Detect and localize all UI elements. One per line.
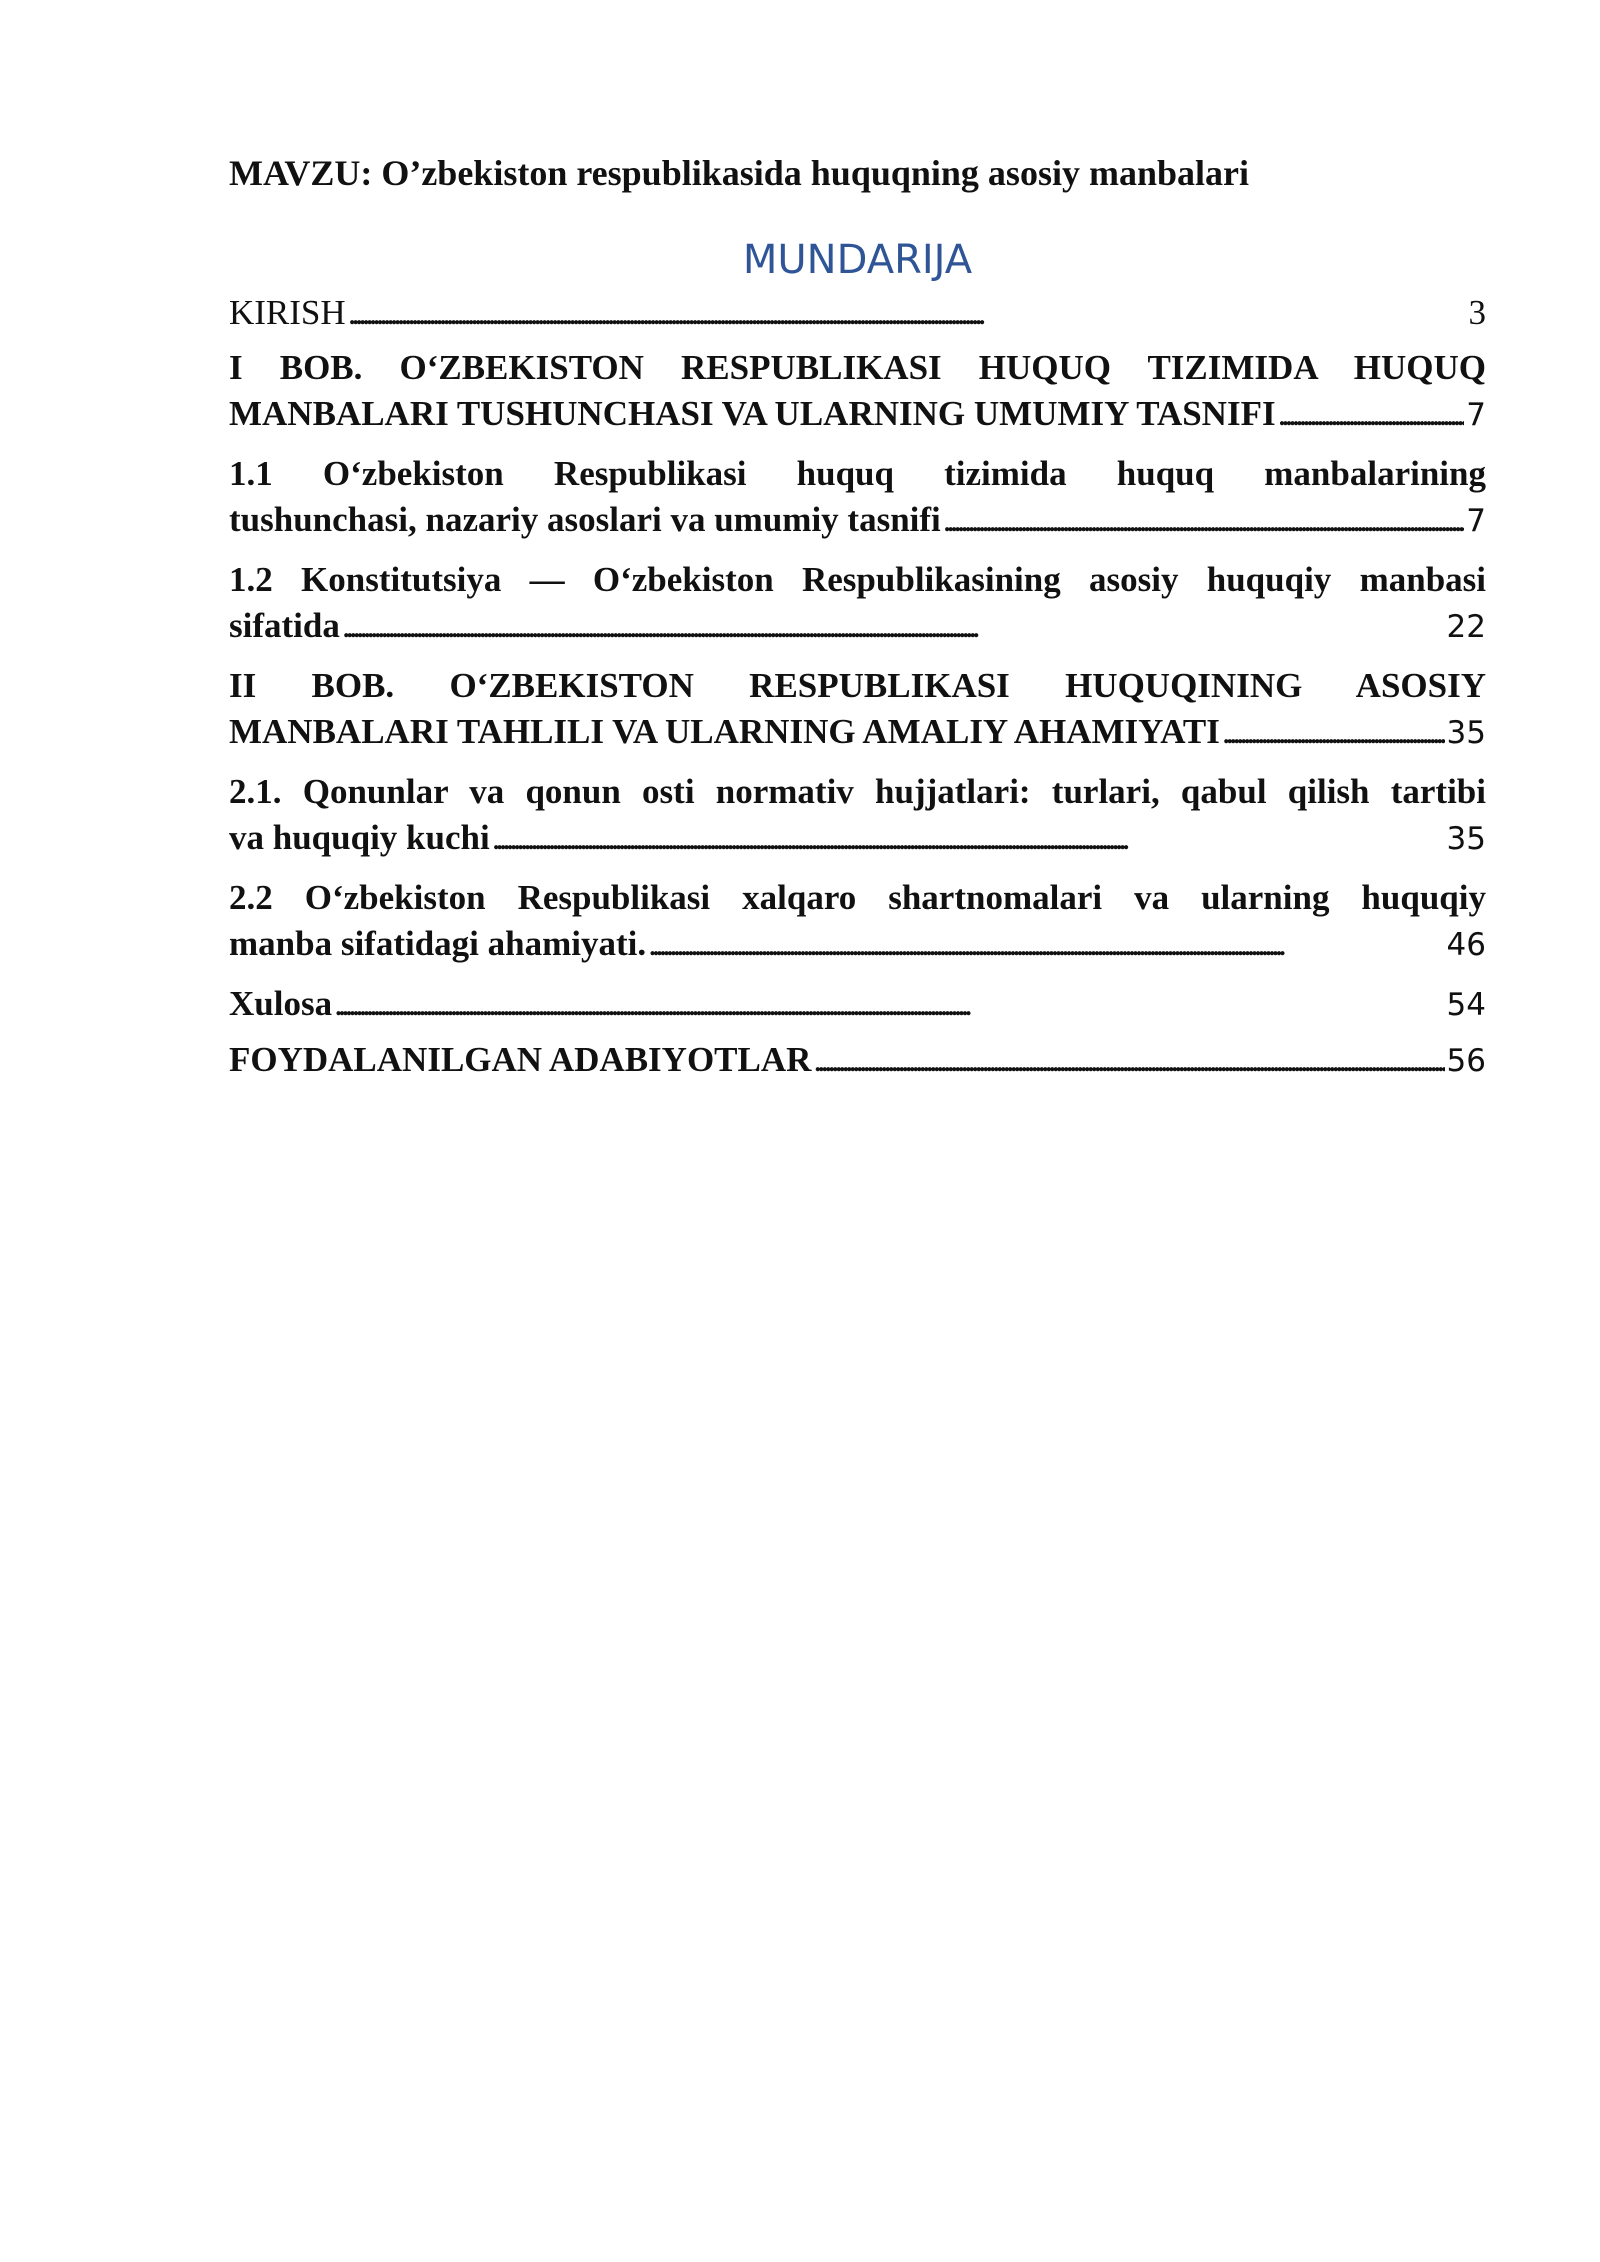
toc-entry-chapter-2[interactable] [229, 663, 1486, 756]
dot-leader [1222, 709, 1445, 755]
toc-page-number: 7 [1466, 397, 1486, 433]
toc-entry-label-line-2: manba sifatidagi ahamiyati. [229, 924, 647, 963]
toc-entry-references[interactable] [229, 1037, 1486, 1084]
toc-entry-xulosa[interactable] [229, 981, 1486, 1028]
toc-entry-label-line-1: II BOB. O‘ZBEKISTON RESPUBLIKASI HUQUQINING ASOSIY [229, 666, 1486, 705]
dot-leader [334, 981, 1444, 1027]
toc-page-number: 3 [1468, 293, 1486, 332]
toc-page-number: 35 [1446, 715, 1486, 751]
document-title: MAVZU: O’zbekiston respublikasida huquqning asosiy manbalari [229, 153, 1249, 193]
dot-leader [1278, 391, 1465, 437]
toc-entry-label-line-1: I BOB. O‘ZBEKISTON RESPUBLIKASI HUQUQ TIZIMIDA HUQUQ [229, 348, 1486, 387]
table-of-contents [229, 290, 1486, 1093]
document-page [229, 0, 1486, 2262]
toc-entry-section-1-2[interactable] [229, 557, 1486, 650]
dot-leader [348, 290, 1467, 336]
toc-entry-section-1-1[interactable] [229, 451, 1486, 544]
toc-page-number: 56 [1446, 1043, 1486, 1079]
toc-entry-label-line-2: MANBALARI TUSHUNCHASI VA ULARNING UMUMIY TASNIFI [229, 394, 1276, 433]
toc-entry-label: KIRISH [229, 293, 346, 332]
toc-entry-label-line-1: 2.2 O‘zbekiston Respublikasi xalqaro shartnomalari va ularning huquqiy [229, 878, 1486, 917]
toc-entry-label: Xulosa [229, 984, 333, 1023]
dot-leader [492, 815, 1445, 861]
toc-entry-section-2-2[interactable] [229, 875, 1486, 968]
toc-entry-chapter-1[interactable] [229, 345, 1486, 438]
toc-page-number: 22 [1446, 609, 1486, 645]
dot-leader [342, 603, 1445, 649]
dot-leader [813, 1037, 1444, 1083]
toc-entry-label-line-1: 1.1 O‘zbekiston Respublikasi huquq tizimida huquq manbalarining [229, 454, 1486, 493]
toc-entry-label-line-1: 1.2 Konstitutsiya — O‘zbekiston Respublikasining asosiy huquqiy manbasi [229, 560, 1486, 599]
toc-entry-label-line-2: MANBALARI TAHLILI VA ULARNING AMALIY AHAMIYATI [229, 712, 1220, 751]
toc-entry-label-line-2: tushunchasi, nazariy asoslari va umumiy tasnifi [229, 500, 941, 539]
toc-page-number: 54 [1446, 987, 1486, 1023]
toc-entry-label-line-2: va huquqiy kuchi [229, 818, 490, 857]
toc-page-number: 7 [1466, 503, 1486, 539]
toc-heading: MUNDARIJA [742, 237, 973, 283]
toc-entry-kirish[interactable] [229, 290, 1486, 336]
dot-leader [648, 921, 1444, 967]
toc-page-number: 35 [1446, 821, 1486, 857]
toc-entry-label-line-1: 2.1. Qonunlar va qonun osti normativ hujjatlari: turlari, qabul qilish tartibi [229, 772, 1486, 811]
toc-entry-label-line-2: sifatida [229, 606, 340, 645]
toc-page-number: 46 [1446, 927, 1486, 963]
toc-entry-label: FOYDALANILGAN ADABIYOTLAR [229, 1040, 812, 1079]
dot-leader [943, 497, 1464, 543]
toc-entry-section-2-1[interactable] [229, 769, 1486, 862]
